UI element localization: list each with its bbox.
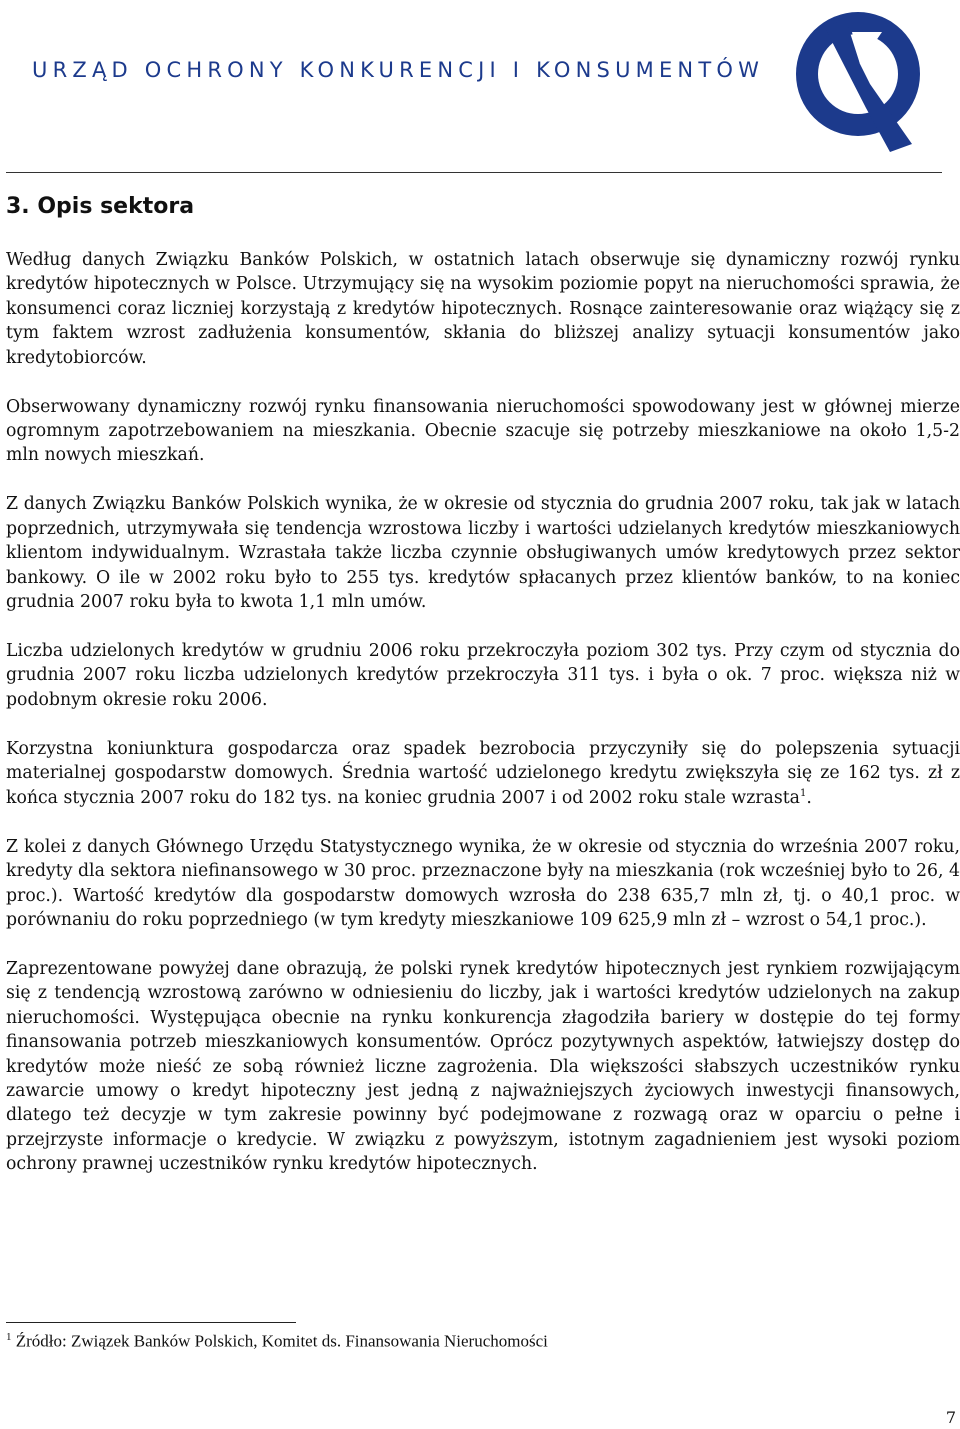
uokik-logo-icon [786,6,934,156]
footnote [6,1331,548,1352]
header-title: URZĄD OCHRONY KONKURENCJI I KONSUMENTÓW [32,58,765,82]
footnote-text: Źródło: Związek Banków Polskich, Komitet ds. Finansowania Nieruchomości [15,1331,548,1351]
paragraph: Liczba udzielonych kredytów w grudniu 2006 roku przekroczyła poziom 302 tys. Przy czym od stycznia do grudnia 2007 roku liczba udzielonych kredytów przekroczyła 311 tys. i była o ok. 7 proc. większa niż w podobnym okresie roku 2006. [6,641,960,710]
paragraph: Z danych Związku Banków Polskich wynika, że w okresie od stycznia do grudnia 2007 roku, tak jak w latach poprzednich, utrzymywała się tendencja wzrostowa liczby i wartości udzielanych kredytów mieszkaniowych klientom indywidualnym. Wzrastała także liczba czynnie obsługiwanych umów kredytowych przez sektor bankowy. O ile w 2002 roku było to 255 tys. kredytów spłacanych przez klientów banków, to na koniec grudnia 2007 roku była to kwota 1,1 mln umów. [6,494,960,613]
footnote-divider [6,1322,296,1323]
paragraph: Zaprezentowane powyżej dane obrazują, że polski rynek kredytów hipotecznych jest rynkiem rozwijającym się z tendencją wzrostową zarówno w odniesieniu do liczby, jak i wartości kredytów udzielonych na zakup nieruchomości. Występująca obecnie na rynku konkurencja złagodziła bariery w dostępie do tej formy finansowania potrzeb mieszkaniowych konsumentów. Oprócz pozytywnych aspektów, łatwiejszy dostęp do kredytów może nieść ze sobą również liczne zagrożenia. Dla większości słabszych uczestników rynku zawarcie umowy o kredyt hipoteczny jest jedną z najważniejszych życiowych inwestycji finansowych, dlatego też decyzje w tym zakresie powinny być podejmowane z rozwagą oraz w oparciu o pełne i przejrzyste informacje o kredycie. W związku z powyższym, istotnym zagadnieniem jest wysoki poziom ochrony prawnej uczestników rynku kredytów hipotecznych. [6,958,960,1175]
paragraph: Z kolei z danych Głównego Urzędu Statystycznego wynika, że w okresie od stycznia do września 2007 roku, kredyty dla sektora niefinansowego w 30 proc. przeznaczone były na mieszkania (rok wcześniej było to 26, 4 proc.). Wartość kredytów dla gospodarstw domowych wzrosła do 238 635,7 mln zł, tj. o 40,1 proc. w porównaniu do roku poprzedniego (w tym kredyty mieszkaniowe 109 625,9 mln zł – wzrost o 54,1 proc.). [6,836,960,930]
paragraph: Obserwowany dynamiczny rozwój rynku finansowania nieruchomości spowodowany jest w głównej mierze ogromnym zapotrzebowaniem na mieszkania. Obecnie szacuje się potrzeby mieszkaniowe na około 1,5-2 mln nowych mieszkań. [6,396,960,466]
section-heading: 3. Opis sektora [6,194,195,219]
header-divider [6,172,942,173]
footnote-number: 1 [6,1331,12,1343]
footnote-reference[interactable]: 1 [799,787,807,799]
page-number: 7 [945,1408,956,1427]
body-text [6,248,960,1201]
paragraph-end: . [806,787,812,808]
paragraph [6,737,960,810]
paragraph: Według danych Związku Banków Polskich, w ostatnich latach obserwuje się dynamiczny rozwój rynku kredytów hipotecznych w Polsce. Utrzymujący się na wysokim poziomie popyt na nieruchomości sprawia, że konsumenci coraz liczniej korzystają z kredytów hipotecznych. Rosnące zainteresowanie oraz wiążący się z tym faktem wzrost zadłużenia konsumentów, skłania do bliższej analizy sytuacji konsumentów jako kredytobiorców. [6,250,960,368]
paragraph-text: Korzystna koniunktura gospodarcza oraz spadek bezrobocia przyczyniły się do polepszenia sytuacji materialnej gospodarstw domowych. Średnia wartość udzielonego kredytu zwiększyła się ze 162 tys. zł z końca stycznia 2007 roku do 182 tys. na koniec grudnia 2007 i od 2002 roku stale wzrasta [6,738,960,808]
